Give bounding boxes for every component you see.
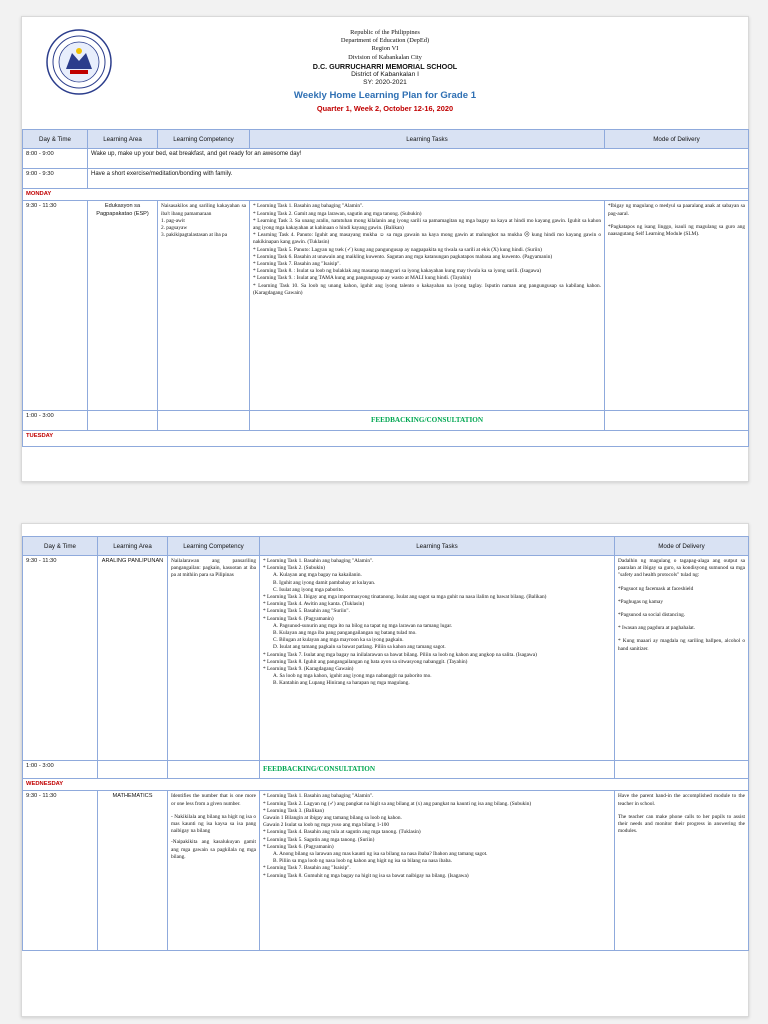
- column-header: Day & Time: [23, 537, 98, 556]
- day-label: MONDAY: [23, 189, 749, 201]
- task-line: * Learning Task 3. Sa unang aralin, natutuhan mong kilalanin ang iyong sarili sa pamamagitan ng mga bagay na kaya at hindi mo kayang gawin. Iguhit sa kahon ang iyong mga kakayahan at kahinaan o hindi kayang gawin. (Balikan): [253, 217, 601, 232]
- task-line: * Learning Task 2. (Subukin): [263, 565, 326, 572]
- learning-tasks: [260, 556, 615, 761]
- column-header: Learning Competency: [158, 130, 250, 149]
- document-header: [22, 17, 748, 129]
- time-cell: 8:00 - 9:00: [23, 149, 88, 169]
- task-line: D. Isulat ang tamang pagkain sa bawat patlang. Piliin sa kahon ang tamang sagot.: [273, 644, 446, 651]
- learning-tasks: [250, 201, 605, 411]
- table-row: [23, 169, 749, 189]
- learning-area: Edukasyon sa Pagpapakatao (ESP): [88, 201, 158, 411]
- mode-of-delivery: [615, 556, 749, 761]
- task-line: * Learning Task 5. Panuto: Lagyan ng tsek (✓) kung ang pangungusap ay nagpapakita ng tiwala sa sarili at ekis (X) kung hindi. (Suriin): [253, 246, 542, 253]
- column-header: Learning Area: [88, 130, 158, 149]
- column-header: Mode of Delivery: [605, 130, 749, 149]
- header-school: D.C. GURRUCHARRI MEMORIAL SCHOOL: [312, 61, 458, 71]
- task-line: * Learning Task 8. Iguhit ang pangangailangan ng bata ayon sa sitwasyong nabanggit. (Tayahin): [263, 658, 468, 665]
- document-page-2: [21, 523, 749, 1017]
- task-line: * Learning Task 8. : Isulat sa loob ng bulaklak ang masarap mangyari sa iyong kakayahan kung may tiwala ka sa iyong sarili. (Isagawa): [253, 268, 541, 275]
- learning-area: ARALING PANLIPUNAN: [98, 556, 168, 761]
- feedback-label: FEEDBACKING/CONSULTATION: [250, 411, 605, 431]
- column-header: Learning Area: [98, 537, 168, 556]
- day-label: TUESDAY: [23, 431, 749, 447]
- header-district: District of Kabankalan I: [351, 70, 419, 78]
- time-cell: 9:30 - 11:30: [23, 556, 98, 761]
- task-line: * Learning Task 7. Isulat ang mga bagay na inilalarawan sa bawat bilang. Piliin sa loob ng kahon ang angkop na salita. (Isagawa): [263, 651, 537, 658]
- task-line: A. Pagsunod-sunurin ang mga ito na bilog na tapat ng mga larawan na tamang lugar.: [273, 622, 453, 629]
- table-row: [23, 761, 749, 779]
- task-line: C. Bilugan at kulayan ang mga mayroon ka sa iyong pagkain.: [273, 637, 404, 644]
- deped-seal-icon: [46, 29, 112, 95]
- task-line: A. Sa loob ng mga kahon, iguhit ang iyong mga nabanggit na paborito mo.: [273, 673, 432, 680]
- time-cell: 9:30 - 11:30: [23, 791, 98, 951]
- table-row: [23, 149, 749, 169]
- task-line: * Learning Task 6. (Pagyamanin): [263, 615, 334, 622]
- competency-line: 3. pakikipagtalastasan at iba pa: [161, 232, 228, 239]
- task-line: C. Isulat ang iyong mga paborito.: [273, 586, 345, 593]
- table-row: [23, 201, 749, 411]
- mode-line: * Iwasan ang pagdura at paghahalat.: [618, 625, 696, 632]
- mode-of-delivery: [615, 791, 749, 951]
- routine-text: Wake up, make up your bed, eat breakfast, and get ready for an awesome day!: [88, 149, 749, 169]
- empty-cell: [168, 761, 260, 779]
- learning-competency: [158, 201, 250, 411]
- competency-line: -Naipakikita ang kasalukuyan gamit ang mga gawain sa pagkilala ng mga bilang.: [171, 839, 256, 860]
- mode-line: *Ibigay ng magulang o medyul sa paaralang anak at sabayan sa pag-aaral.: [608, 203, 745, 217]
- empty-cell: [605, 411, 749, 431]
- page-title: Weekly Home Learning Plan for Grade 1: [293, 89, 477, 101]
- learning-tasks: [260, 791, 615, 951]
- competency-line: Naisasakilos ang sariling kakayahan sa iba't ibang pamamaraan: [161, 203, 246, 217]
- day-label: WEDNESDAY: [23, 779, 749, 791]
- learning-plan-table: [22, 536, 749, 951]
- learning-competency: [168, 556, 260, 761]
- task-line: Gawain 1 Bilangin at ibigay ang tamang bilang sa loob ng kahon.: [263, 815, 402, 822]
- task-line: B. Kulayan ang mga iba pang pangangailangan ng batang tulad mo.: [273, 630, 417, 637]
- task-line: * Learning Task 6. (Pagyamanin): [263, 843, 334, 850]
- task-line: * Learning Task 10. Sa loob ng unang kahon, iguhit ang iyong talento o kakayahan na iyong taglay. Isputin naman ang pangungusap sa kabilang kahon. (Karagdagang Gawain): [253, 282, 601, 296]
- task-line: A. Kulayan ang mga bagay na kakailanin.: [273, 572, 362, 579]
- learning-competency: [168, 791, 260, 951]
- mode-line: *Pagkatapos ng isang linggo, isauli ng magulang sa guro ang naasagutang Self Learning Module (SLM).: [608, 223, 745, 238]
- document-page-1: [21, 16, 749, 482]
- task-line: * Learning Task 1. Basahin ang bahaging "Alamin".: [263, 793, 374, 800]
- empty-cell: [88, 411, 158, 431]
- task-line: Gawain 2 Isulat sa loob ng mga yuso ang mga bilang 1-100: [263, 822, 390, 829]
- task-line: * Learning Task 6. Basahin at unawain ang maikling kuwento. Sagutan ang mga katanungan pagkatapos mabasa ang kuwento. (Pagyamanin): [253, 253, 553, 260]
- task-line: * Learning Task 4. Awitin ang kanta. (Tuklasin): [263, 601, 365, 608]
- task-line: * Learning Task 5. Basahin ang "Suriin".: [263, 608, 350, 615]
- day-row-tuesday: [23, 431, 749, 447]
- task-line: * Learning Task 3. (Balikan): [263, 807, 324, 814]
- empty-cell: [158, 411, 250, 431]
- task-line: B. Iguhit ang iyong damit pambahay at kulayan.: [273, 579, 376, 586]
- task-line: * Learning Task 1. Basahin ang bahaging "Alamin".: [253, 203, 364, 210]
- day-row-monday: [23, 189, 749, 201]
- mode-line: *Paghugas ng kamay: [618, 598, 664, 605]
- task-line: * Learning Task 7. Basahin ang "Isaisip".: [263, 865, 351, 872]
- task-line: * Learning Task 9. (Karagdagang Gawain): [263, 666, 354, 673]
- task-line: B. Kantahin ang Lupang Hinirang sa harapan ng mga magulang.: [273, 680, 410, 687]
- task-line: * Learning Task 2. Gamit ang mga larawan, sagutin ang mga tanong. (Subukin): [253, 210, 422, 217]
- task-line: * Learning Task 9. : Isulat ang TAMA kung ang pangungusap ay wasto at MALI kung hindi. (Tayahin): [253, 275, 471, 282]
- header-division: Division of Kabankalan City: [348, 53, 422, 61]
- quarter-subtitle: Quarter 1, Week 2, October 12-16, 2020: [316, 104, 454, 114]
- time-cell: 9:30 - 11:30: [23, 201, 88, 411]
- learning-area: MATHEMATICS: [98, 791, 168, 951]
- task-line: * Learning Task 7. Basahin ang "Isaisip".: [253, 261, 341, 268]
- routine-text: Have a short exercise/meditation/bonding with family.: [88, 169, 749, 189]
- task-line: A. Anong bilang sa larawan ang mas kaunti ng isa sa bilang na nasa ibaba? Ibahon ang tamang sagot.: [273, 851, 488, 858]
- empty-cell: [615, 761, 749, 779]
- task-line: * Learning Task 2. Lagyan ng (✓) ang pangkat na higit sa ang bilang at (x) ang pangkat na kaunti ng isa ang bilang. (Subukin): [263, 800, 532, 807]
- competency-line: Identifies the number that is one more or one less from a given number.: [171, 793, 256, 807]
- competency-line: Nailalarawan ang pansariling pangangailan: pagkain, kasuotan at iba pa at mithiin para sa Pilipinas: [171, 558, 256, 579]
- time-cell: 9:00 - 9:30: [23, 169, 88, 189]
- column-header: Learning Tasks: [250, 130, 605, 149]
- mode-line: Have the parent hand-in the accomplished module to the teacher in school.: [618, 793, 745, 807]
- competency-line: 2. pagsayaw: [161, 225, 188, 232]
- task-line: * Learning Task 8. Gumuhit ng mga bagay na higit ng isa sa bawat naibigay na bilang. (Isagawa): [263, 872, 469, 879]
- table-row: [23, 791, 749, 951]
- column-header: Day & Time: [23, 130, 88, 149]
- column-header: Learning Competency: [168, 537, 260, 556]
- mode-line: *Pagsunod sa social distancing.: [618, 612, 686, 619]
- competency-line: 1. pag-awit: [161, 217, 185, 224]
- mode-of-delivery: [605, 201, 749, 411]
- feedback-label: FEEDBACKING/CONSULTATION: [260, 761, 615, 779]
- learning-plan-table: [22, 129, 749, 447]
- mode-line: *Pagsuot ng facemask at faceshield: [618, 585, 694, 592]
- table-row: [23, 556, 749, 761]
- task-line: * Learning Task 5. Sagutin ang mga tanong. (Suriin): [263, 836, 375, 843]
- task-line: * Learning Task 4. Panuto: Iguhit ang masayang mukha ☺ sa mga gawain na kaya mong gawin at malungkot na mukha ☹ kung hindi mo kayang gawin o nakikinapan kang gawin. (Tuklasin): [253, 232, 601, 246]
- task-line: * Learning Task 4. Basahin ang tula at sagutin ang mga tanong. (Tuklasin): [263, 829, 421, 836]
- day-row-wednesday: [23, 779, 749, 791]
- competency-line: - Nakikilala ang bilang na higit ng isa o mas kaunti ng isa kaysa sa isa pang naibigay na bilang: [171, 813, 256, 835]
- time-cell: 1:00 - 3:00: [23, 411, 88, 431]
- table-row: [23, 411, 749, 431]
- mode-line: * Kung maaari ay magdala ng sariling ballpen, alcohol o hand sanitizer.: [618, 638, 745, 652]
- task-line: * Learning Task 1. Basahin ang bahaging "Alamin".: [263, 558, 374, 564]
- column-header: Learning Tasks: [260, 537, 615, 556]
- table-header-row: [23, 537, 749, 556]
- mode-line: The teacher can make phone calls to her pupils to assist their needs and monitor their progress in answering the modules.: [618, 813, 745, 835]
- task-line: * Learning Task 3. Ibigay ang mga impormasyong tinatanong. Isulat ang sagot sa mga guhit na nasa ilalim ng bawat bilang. (Balikan): [263, 594, 547, 601]
- header-sy: SY: 2020-2021: [363, 79, 407, 87]
- header-republic: Republic of the Philippines: [350, 29, 420, 36]
- mode-line: Dadalhin ng magulang o tagapag-alaga ang output sa paaralan at ibigay sa guro, sa kondisyong sumunod sa mga "safety and health protocols" tulad ng:: [618, 558, 745, 579]
- header-region: Region VI: [371, 45, 399, 53]
- table-header-row: [23, 130, 749, 149]
- header-department: Department of Education (DepEd): [340, 37, 430, 45]
- empty-cell: [98, 761, 168, 779]
- time-cell: 1:00 - 3:00: [23, 761, 98, 779]
- column-header: Mode of Delivery: [615, 537, 749, 556]
- task-line: B. Piliin sa mga loob ng nasa loob ng kahon ang higit ng isa sa bilang na nasa ibaba.: [273, 858, 452, 865]
